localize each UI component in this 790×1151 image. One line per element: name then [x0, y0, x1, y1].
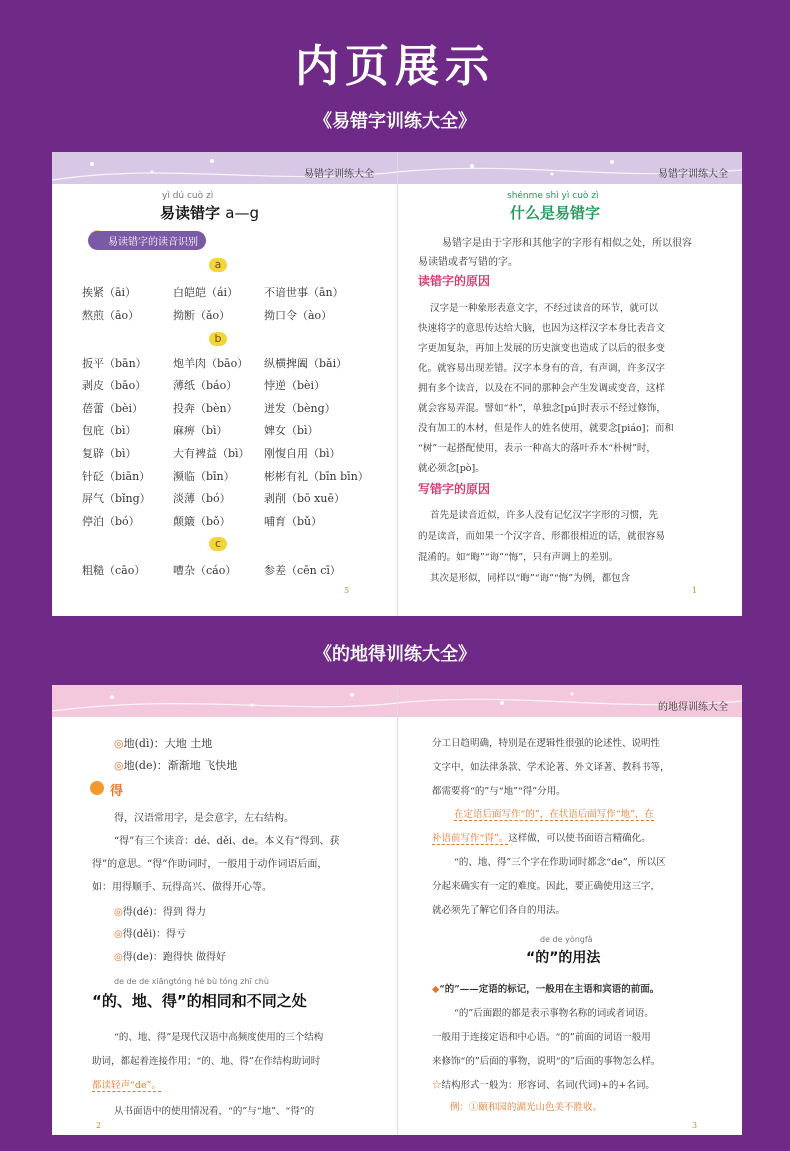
section-heading: 写错字的原因	[418, 482, 491, 496]
rule-line	[432, 981, 659, 995]
heading-pinyin: de de yòngfǎ	[540, 935, 593, 944]
paragraph-line: 易读错或者写错的字。	[418, 257, 518, 268]
section-heading: 读错字的原因	[418, 274, 491, 288]
word-cell: 颠簸（bǒ）	[173, 515, 231, 528]
item-text: 得(de)：跑得快 做得好	[122, 952, 227, 963]
paragraph-line: 文字中，如法律条款、学术论著、外文译著、教科书等，	[432, 762, 670, 773]
word-cell: 剥削（bō xuē）	[264, 492, 345, 505]
paragraph-tail: 这样做，可以使书面语言精确化。	[508, 833, 651, 844]
list-item	[114, 925, 186, 940]
page-divider	[397, 152, 398, 616]
orange-fruit-icon	[90, 781, 104, 795]
diamond-icon: ◆	[432, 984, 440, 995]
item-text: 地(de)：渐渐地 飞快地	[123, 759, 238, 772]
struct-text: 结构形式一般为：形容词、名词(代词)+的+名词。	[441, 1080, 655, 1091]
paragraph-line: 就必须先了解它们各自的用法。	[432, 905, 566, 916]
book2-title: 《的地得训练大全》	[314, 644, 476, 665]
section-heading: “的、地、得”的相同和不同之处	[92, 992, 307, 1010]
word-cell: 针砭（biān）	[82, 470, 151, 483]
word-cell: 濒临（bīn）	[173, 470, 235, 483]
paragraph-line: 分工日趋明确，特别是在逻辑性很强的论述性、说明性	[432, 738, 661, 749]
word-cell: 剥皮（bāo）	[82, 379, 147, 392]
letter-a-badge: a	[209, 258, 227, 272]
word-cell: 淡薄（bó）	[173, 492, 231, 505]
word-cell: 白皑皑（ái）	[173, 286, 239, 299]
paragraph-line: “得”有三个读音：dé、děi、de。本义有“得到、获	[114, 836, 340, 847]
word-cell: 拗口令（ào）	[264, 309, 333, 322]
page-number: 5	[344, 586, 350, 595]
paragraph-line: 来修饰“的”后面的事物，说明“的”后面的事物怎么样。	[432, 1056, 661, 1067]
word-cell: 婢女（bì）	[264, 424, 319, 437]
book2-spread	[52, 685, 742, 1135]
page-number: 1	[692, 586, 698, 595]
paragraph-line: 助词，都起着连接作用；“的、地、得”在作结构助词时	[92, 1056, 321, 1067]
example-line: 例：①颐和园的湖光山色美不胜收。	[450, 1102, 603, 1113]
star-icon: ☆	[432, 1080, 442, 1091]
paragraph-line: 其次是形似，同样以“晦”“诲”“悔”为例，都包含	[430, 573, 631, 584]
title-suffix: a—g	[225, 204, 259, 222]
strip-label-right: 易错字训练大全	[658, 169, 728, 180]
letter-b-badge: b	[209, 332, 227, 346]
paragraph-line: 混淆的。如“晦”“诲”“悔”，只有声调上的差别。	[418, 552, 619, 563]
word-cell: 炮羊肉（bāo）	[173, 357, 249, 370]
list-item	[114, 903, 206, 918]
paragraph-line: “的”后面跟的都是表示事物名称的词或者词语。	[454, 1008, 654, 1019]
page-number: 2	[96, 1121, 102, 1130]
word-cell: 不谙世事（ān）	[264, 286, 344, 299]
paragraph-line: 化。就容易出现差错。汉字本身有的音，有声调，许多汉字	[418, 363, 666, 374]
word-cell: 粗糙（cāo）	[82, 564, 146, 577]
page-number: 3	[692, 1121, 698, 1130]
word-cell: 参差（cēn cī）	[264, 564, 341, 577]
word-cell: 复辟（bì）	[82, 447, 137, 460]
paragraph-line: 得”的意思。“得”作助词时，一般用于动作词语后面，	[92, 859, 328, 870]
left-title	[160, 202, 259, 223]
paragraph-line: 拥有多个读音，以及在不同的那种会产生发调或变音，这样	[418, 383, 666, 394]
char-heading: 得	[110, 784, 124, 799]
item-text: 地(dì)：大地 土地	[123, 737, 213, 750]
word-cell: 迸发（bèng）	[264, 402, 336, 415]
bullet-icon: ◎	[114, 952, 123, 963]
item-text: 得(děi)：得亏	[122, 929, 187, 940]
list-item	[114, 757, 237, 773]
tag-label: 易读错字的读音识别	[88, 231, 206, 250]
paragraph-line: 从书面语中的使用情况看，“的”与“地”、“得”的	[114, 1106, 315, 1117]
paragraph-line: 就必须念[pò]。	[418, 463, 485, 474]
paragraph-line: “的、地、得”是现代汉语中高频度使用的三个结构	[114, 1032, 324, 1043]
paragraph-line: “树”一起搭配使用，表示一种高大的落叶乔木“朴树”时，	[418, 443, 656, 454]
page-title: 内页展示	[295, 41, 495, 92]
paragraph-line: 分起来确实有一定的难度。因此，要正确使用这三字，	[432, 881, 661, 892]
paragraph-line: 都需要将“的”与“地”“得”分用。	[432, 786, 566, 797]
rule-text: “的”——定语的标记，一般用在主语和宾语的前面。	[439, 984, 660, 995]
page-divider	[397, 685, 398, 1135]
paragraph-line: 的是读音，而如果一个汉字音、形都很相近的话，就很容易	[418, 531, 666, 542]
word-cell: 熬煎（āo）	[82, 309, 140, 322]
paragraph-line: 一般用于连接定语和中心语。“的”前面的词语一般用	[432, 1032, 651, 1043]
paragraph-line: 汉字是一种象形表意文字，不经过读音的环节，就可以	[430, 303, 659, 314]
list-item	[114, 735, 212, 751]
paragraph-line: 得，汉语常用字，是会意字，左右结构。	[114, 813, 294, 824]
list-item	[114, 948, 226, 963]
bullet-icon: ◎	[114, 907, 123, 918]
word-cell: 薄纸（báo）	[173, 379, 238, 392]
paragraph-line: 就会容易弄混。譬如“朴”，单独念[pú]时表示不经过修饰，	[418, 403, 666, 414]
word-cell: 纵横捭阖（bǎi）	[264, 357, 348, 370]
word-cell: 嘈杂（cáo）	[173, 564, 237, 577]
paragraph-line: 易错字是由于字形和其他字的字形有相似之处，所以很容	[442, 238, 692, 249]
paragraph-line	[432, 830, 651, 844]
paragraph-line: 如：用得顺手、玩得高兴、做得开心等。	[92, 882, 272, 893]
letter-c-badge: c	[209, 537, 227, 551]
word-cell: 大有裨益（bì）	[173, 447, 250, 460]
heading-pinyin: de de de xiāngtóng hé bù tóng zhī chù	[114, 977, 269, 986]
bullet-icon: ◎	[114, 737, 124, 750]
bullet-icon: ◎	[114, 929, 123, 940]
highlight-line: 在定语后面写作“的”，在状语后面写作“地”，在	[454, 806, 654, 821]
word-cell: 蓓蕾（bèi）	[82, 402, 144, 415]
bullet-icon: ◎	[114, 759, 124, 772]
strip-label-left: 易错字训练大全	[304, 169, 374, 180]
book1-title: 《易错字训练大全》	[314, 111, 476, 132]
word-cell: 拗断（ǎo）	[173, 309, 231, 322]
title-pinyin: yì dú cuò zì	[162, 191, 214, 201]
word-cell: 屏气（bǐng）	[82, 492, 151, 505]
paragraph-line: 没有加工的木材，但是作人的姓名使用，就要念[piáo]；而和	[418, 423, 674, 434]
right-title: 什么是易错字	[510, 204, 601, 222]
paragraph-line: 快速将字的意思传达给大脑，也因为这样汉字本身比表音文	[418, 323, 666, 334]
title-pinyin: shénme shì yì cuò zì	[507, 191, 599, 201]
word-cell: 刚愎自用（bì）	[264, 447, 341, 460]
word-cell: 挨紧（āi）	[82, 286, 137, 299]
word-cell: 停泊（bó）	[82, 515, 140, 528]
section-heading: “的”的用法	[526, 950, 601, 966]
paragraph-line: 首先是读音近似，许多人没有记忆汉字字形的习惯，先	[430, 510, 659, 521]
book1-spread	[52, 152, 742, 616]
title-text: 易读错字	[160, 204, 221, 222]
word-cell: 扳平（bān）	[82, 357, 147, 370]
highlight-line: 都读轻声“de”。	[92, 1077, 161, 1092]
paragraph-line: “的、地、得”三个字在作助词时都念“de”，所以区	[454, 857, 666, 868]
word-cell: 彬彬有礼（bīn bīn）	[264, 470, 369, 483]
item-text: 得(dé)：得到 得力	[122, 907, 207, 918]
word-cell: 包庇（bì）	[82, 424, 137, 437]
word-cell: 哺育（bǔ）	[264, 515, 323, 528]
word-cell: 悖逆（bèi）	[264, 379, 326, 392]
word-cell: 投奔（bèn）	[173, 402, 238, 415]
paragraph-line: 字更加复杂，再加上发展的历史演变也造成了以后的很多变	[418, 343, 666, 354]
highlight-text: 补语前写作“得”。	[432, 833, 509, 844]
word-cell: 麻痹（bì）	[173, 424, 228, 437]
struct-line	[432, 1077, 655, 1091]
strip-label-right: 的地得训练大全	[658, 702, 728, 713]
